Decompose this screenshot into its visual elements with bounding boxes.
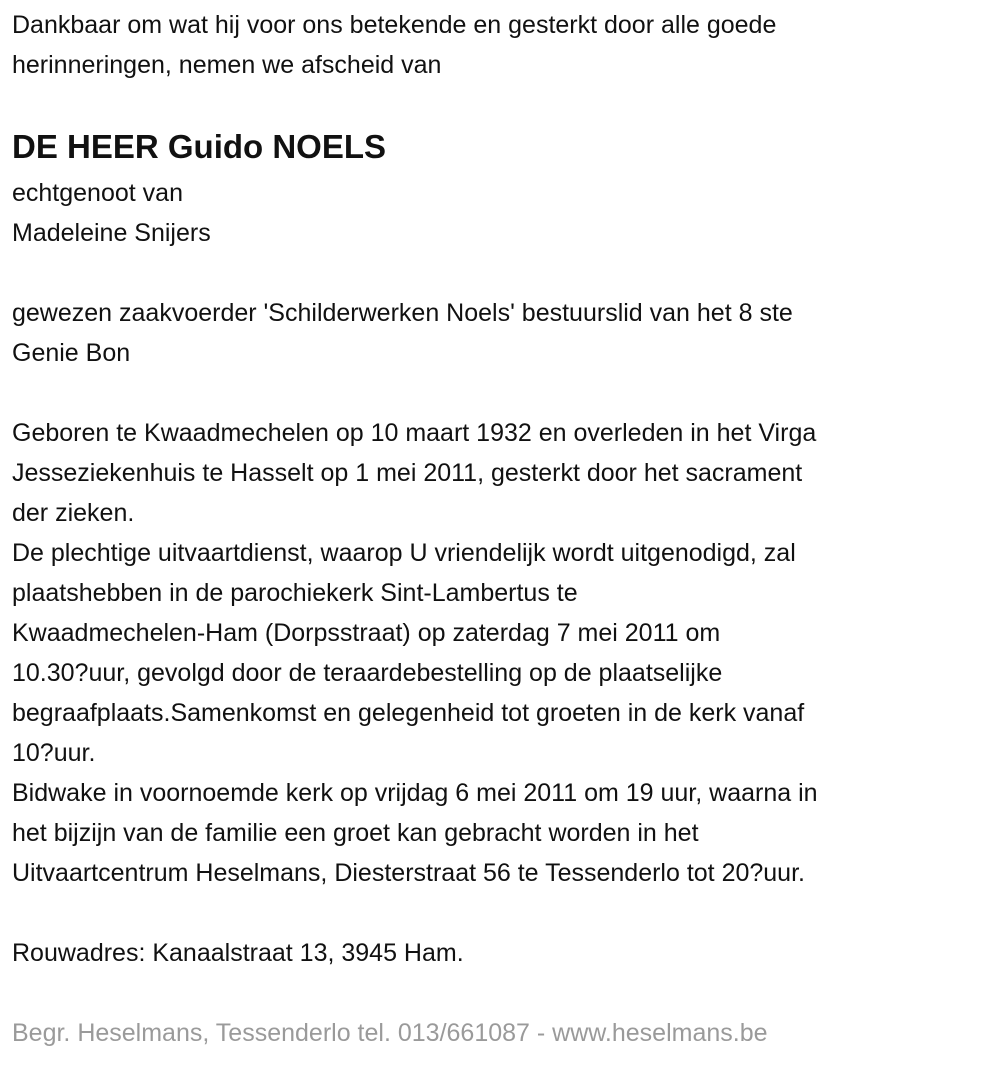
spacer [12, 85, 1000, 125]
occupation-line: Genie Bon [12, 339, 131, 367]
spacer [12, 253, 1000, 293]
spacer [12, 893, 1000, 933]
spacer [12, 373, 1000, 413]
details-line: 10.30?uur, gevolgd door de teraardebestelling op de plaatselijke [12, 659, 723, 687]
details-line: het bijzijn van de familie een groet kan gebracht worden in het [12, 819, 699, 847]
details-line: der zieken. [12, 499, 135, 527]
details-line: Kwaadmechelen-Ham (Dorpsstraat) op zaterdag 7 mei 2011 om [12, 619, 721, 647]
details-line: plaatshebben in de parochiekerk Sint-Lambertus te [12, 579, 578, 607]
spouse-name: Madeleine Snijers [12, 219, 211, 247]
spouse-label: echtgenoot van [12, 179, 183, 207]
details-line: Jesseziekenhuis te Hasselt op 1 mei 2011, gesterkt door het sacrament [12, 459, 803, 487]
details-line: Uitvaartcentrum Heselmans, Diesterstraat 56 te Tessenderlo tot 20?uur. [12, 859, 805, 887]
mourning-address: Rouwadres: Kanaalstraat 13, 3945 Ham. [12, 939, 464, 967]
details-line: Bidwake in voornoemde kerk op vrijdag 6 mei 2011 om 19 uur, waarna in [12, 779, 818, 807]
details-line: Geboren te Kwaadmechelen op 10 maart 1932 en overleden in het Virga [12, 419, 817, 447]
intro-line: Dankbaar om wat hij voor ons betekende en gesterkt door alle goede [12, 11, 777, 39]
funeral-home-footer: Begr. Heselmans, Tessenderlo tel. 013/661087 - www.heselmans.be [12, 1019, 768, 1047]
intro-line: herinneringen, nemen we afscheid van [12, 51, 442, 79]
details-line: 10?uur. [12, 739, 96, 767]
spacer [12, 973, 1000, 1013]
details-line: begraafplaats.Samenkomst en gelegenheid tot groeten in de kerk vanaf [12, 699, 805, 727]
occupation-line: gewezen zaakvoerder 'Schilderwerken Noels' bestuurslid van het 8 ste [12, 299, 793, 327]
deceased-name: DE HEER Guido NOELS [12, 128, 387, 165]
details-line: De plechtige uitvaartdienst, waarop U vriendelijk wordt uitgenodigd, zal [12, 539, 796, 567]
